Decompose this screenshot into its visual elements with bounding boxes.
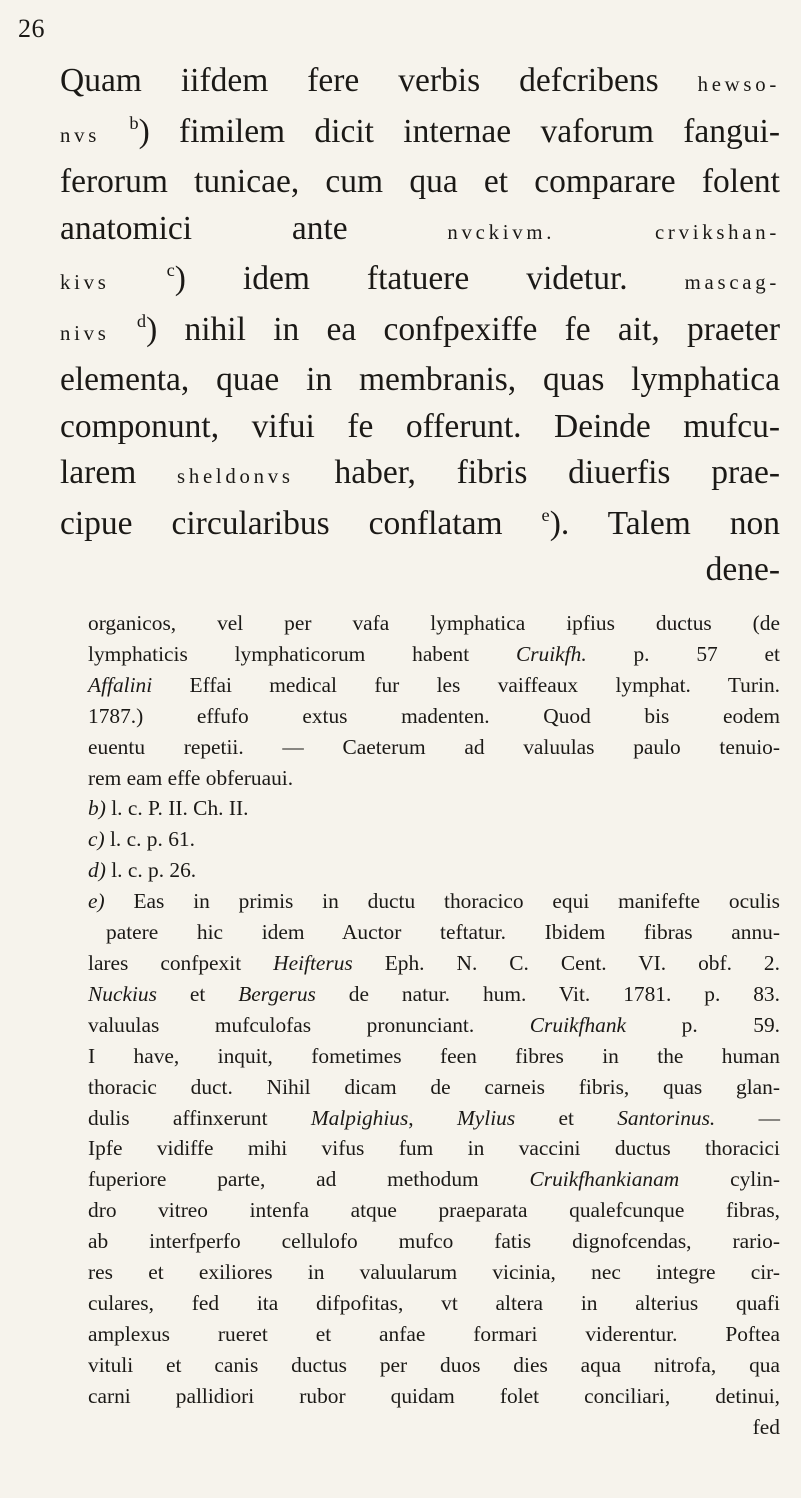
footnote-label: c) (88, 827, 105, 852)
footnote-line: dro vitreo intenfa atque praeparata qualefcunque fibras, (88, 1198, 780, 1223)
footnote-ref: e (541, 504, 550, 525)
footnote-line: vituli et canis ductus per duos dies aqua nitrofa, qua (88, 1352, 780, 1377)
author-name: sheldonvs (177, 465, 294, 488)
author-name: hewso- (697, 73, 780, 96)
footnote-line: carni pallidiori rubor quidam folet conciliari, detinui, (88, 1383, 780, 1408)
author-name: mascag- (684, 271, 781, 294)
footnote-e: e) Eas in primis in ductu thoracico equi manifefte oculis (88, 889, 780, 914)
footnote-line: organicos, vel per vafa lymphatica ipfius ductus (de (88, 611, 780, 635)
text-line: larem sheldonvs haber, fibris diuerfis prae- (60, 454, 780, 491)
footnote-line: lymphaticis lymphaticorum habent Cruikfh. p. 57 et (88, 641, 780, 666)
footnote-line: 1787.) effufo extus madenten. Quod bis eodem (88, 703, 780, 728)
catchword: dene- (705, 551, 780, 588)
footnote-line: amplexus rueret et anfae formari viderentur. Poftea (88, 1321, 780, 1346)
author-name: nvs (60, 123, 101, 147)
footnote-line: rem eam effe obferuaui. (88, 765, 294, 790)
main-text (60, 58, 780, 594)
footnote-label: b) (88, 796, 106, 821)
footnote-line: Nuckius et Bergerus de natur. hum. Vit. 1781. p. 83. (88, 981, 780, 1006)
footnote-ref: c (166, 260, 175, 281)
author-name: nivs (60, 321, 110, 345)
footnote-label: e) (88, 889, 105, 914)
text-line: nvs $^b$) fimilem dicit internae vaforum fangui- (60, 112, 780, 150)
footnote-line: euentu repetii. — Caeterum ad valuulas paulo tenuio- (88, 734, 780, 759)
footnote-ref: d (136, 310, 147, 331)
text-line: anatomici ante nvckivm. crvikshan- (60, 209, 781, 247)
author-name: nvckivm. (447, 220, 556, 244)
footnote-ref: b (129, 112, 139, 133)
footnote-line: Affalini Effai medical fur les vaiffeaux lymphat. Turin. (88, 672, 780, 697)
author-name: crvikshan- (654, 220, 781, 244)
footnote-line: culares, fed ita difpofitas, vt altera in alterius quafi (88, 1290, 780, 1315)
footnote-c: c) l. c. p. 61. (88, 827, 195, 852)
text-line: cipue circularibus conflatam $^e$). Talem non (60, 504, 781, 542)
footnote-line: dulis affinxerunt Malpighius, Mylius et Santorinus. — (88, 1105, 780, 1130)
text-line: nivs $^d$) nihil in ea confpexiffe fe ait, praeter (60, 310, 780, 348)
text-line: Quam iifdem fere verbis defcribens hewso- (60, 62, 780, 99)
footnote-b: b) l. c. P. II. Ch. II. (88, 796, 249, 821)
footnotes (88, 608, 780, 1442)
footnote-line: thoracic duct. Nihil dicam de carneis fibris, quas glan- (88, 1074, 780, 1099)
footnote-line: valuulas mufculofas pronunciant. Cruikfhank p. 59. (88, 1012, 780, 1037)
text-line: elementa, quae in membranis, quas lymphatica (60, 361, 780, 398)
footnote-line: lares confpexit Heifterus Eph. N. C. Cent. VI. obf. 2. (88, 950, 780, 975)
catchword: fed (752, 1414, 780, 1439)
footnote-label: d) (88, 858, 106, 883)
footnote-line: ab interfperfo cellulofo mufco fatis dignofcendas, rario- (88, 1229, 780, 1254)
footnote-line: I have, inquit, fometimes feen fibres in the human (88, 1043, 780, 1068)
footnote-line: res et exiliores in valuularum vicinia, nec integre cir- (88, 1260, 780, 1285)
footnote-line: fuperiore parte, ad methodum Cruikfhankianam cylin- (88, 1167, 780, 1192)
footnote-line: patere hic idem Auctor teftatur. Ibidem fibras annu- (106, 920, 780, 945)
author-name: kivs (60, 271, 110, 294)
page-number: 26 (18, 14, 45, 43)
text-line: ferorum tunicae, cum qua et comparare folent (60, 163, 780, 200)
text-line: kivs $^c$) idem ftatuere videtur. mascag- (60, 260, 781, 297)
text-line: componunt, vifui fe offerunt. Deinde mufcu- (60, 407, 780, 445)
footnote-d: d) l. c. p. 26. (88, 858, 197, 883)
footnote-line: Ipfe vidiffe mihi vifus fum in vaccini ductus thoracici (88, 1136, 780, 1161)
